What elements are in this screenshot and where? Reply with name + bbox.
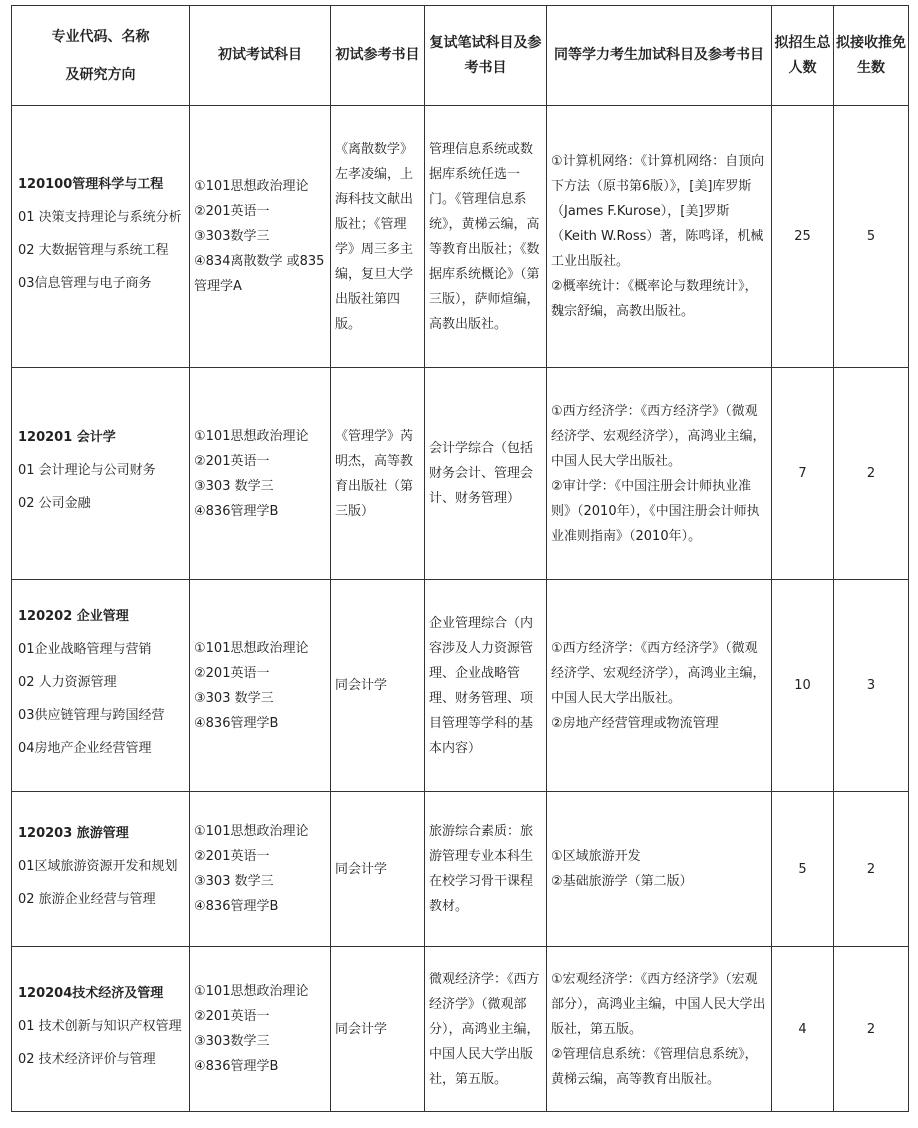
direction: 03供应链管理与跨国经营	[18, 708, 165, 723]
admissions-table	[11, 5, 909, 1112]
exam-subjects-cell	[190, 580, 331, 792]
major-cell	[12, 792, 190, 947]
total-count: 7	[772, 368, 834, 580]
table-row	[12, 792, 909, 947]
header-exempt: 拟接收推免生数	[834, 6, 909, 106]
retest-cell: 微观经济学：《西方经济学》（微观部分），高鸿业主编，中国人民大学出版社，第五版。	[425, 947, 547, 1112]
references-cell: 同会计学	[331, 580, 425, 792]
extra-subject: ②概率统计：《概率论与数理统计》，魏宗舒编，高教出版社。	[551, 279, 758, 319]
direction: 03信息管理与电子商务	[18, 275, 152, 291]
header-extra-subjects: 同等学力考生加试科目及参考书目	[547, 6, 772, 106]
exam-subject: ②201英语一	[194, 204, 270, 219]
extra-subjects-cell	[547, 580, 772, 792]
exam-subject: ①101思想政治理论	[194, 179, 309, 194]
extra-subjects-cell	[547, 368, 772, 580]
exempt-count: 2	[834, 947, 909, 1112]
extra-subjects-cell	[547, 947, 772, 1112]
exam-subject: ③303 数学三	[194, 690, 274, 706]
exam-subject: ②201英语一	[194, 665, 270, 681]
exam-subject: ①101思想政治理论	[194, 984, 309, 999]
direction: 02 人力资源管理	[18, 675, 117, 690]
extra-subject: ①区域旅游开发	[551, 849, 641, 864]
exam-subject: ①101思想政治理论	[194, 824, 309, 839]
extra-subject: ②管理信息系统：《管理信息系统》，黄梯云编，高等教育出版社。	[551, 1046, 758, 1087]
direction: 01 会计理论与公司财务	[18, 463, 156, 478]
exam-subjects-cell	[190, 368, 331, 580]
total-count: 5	[772, 792, 834, 947]
exempt-count: 3	[834, 580, 909, 792]
exam-subject: ①101思想政治理论	[194, 428, 309, 444]
table-row	[12, 106, 909, 368]
references-cell: 《管理学》芮明杰，高等教育出版社（第三版）	[331, 368, 425, 580]
direction: 01区域旅游资源开发和规划	[18, 858, 178, 874]
exempt-count: 2	[834, 792, 909, 947]
retest-cell: 企业管理综合（内容涉及人力资源管理、企业战略管理、财务管理、项目管理等学科的基本内容）	[425, 580, 547, 792]
extra-subjects-cell	[547, 106, 772, 368]
direction: 01企业战略管理与营销	[18, 642, 152, 657]
references-cell: 同会计学	[331, 792, 425, 947]
extra-subject: ②基础旅游学（第二版）	[551, 874, 693, 889]
header-exam-subjects: 初试考试科目	[190, 6, 331, 106]
exam-subject: ③303 数学三	[194, 874, 274, 889]
retest-cell: 旅游综合素质：旅游管理专业本科生在校学习骨干课程教材。	[425, 792, 547, 947]
exam-subject: ③303数学三	[194, 1034, 270, 1049]
exam-subject: ④836管理学B	[194, 899, 279, 914]
direction: 04房地产企业经营管理	[18, 741, 152, 756]
header-major	[12, 6, 190, 106]
table-row	[12, 580, 909, 792]
extra-subject: ①西方经济学：《西方经济学》（微观经济学、宏观经济学），高鸿业主编，中国人民大学出版社。	[551, 403, 766, 469]
exam-subject: ③303 数学三	[194, 478, 274, 494]
extra-subject: ②审计学：《中国注册会计师执业准则》（2010年），《中国注册会计师执业准则指南》（2010年）。	[551, 478, 760, 544]
exam-subjects-cell	[190, 106, 331, 368]
exam-subject: ②201英语一	[194, 1009, 270, 1024]
retest-cell: 会计学综合（包括财务会计、管理会计、财务管理）	[425, 368, 547, 580]
major-code: 120203 旅游管理	[18, 825, 129, 841]
exam-subject: ②201英语一	[194, 453, 270, 469]
retest-cell: 管理信息系统或数据库系统任选一门。《管理信息系统》，黄梯云编，高等教育出版社；《数据库系统概论》（第三版），萨师煊编，高教出版社。	[425, 106, 547, 368]
references-cell: 同会计学	[331, 947, 425, 1112]
exam-subject: ④834离散数学 或835管理学A	[194, 254, 325, 294]
major-code: 120100管理科学与工程	[18, 176, 164, 192]
direction: 02 技术经济评价与管理	[18, 1051, 156, 1067]
header-row	[12, 6, 909, 106]
major-code: 120202 企业管理	[18, 609, 129, 624]
total-count: 25	[772, 106, 834, 368]
exam-subject: ②201英语一	[194, 849, 270, 864]
table-row	[12, 368, 909, 580]
total-count: 4	[772, 947, 834, 1112]
exam-subjects-cell	[190, 947, 331, 1112]
exam-subjects-cell	[190, 792, 331, 947]
extra-subject: ①西方经济学：《西方经济学》（微观经济学、宏观经济学），高鸿业主编，中国人民大学出版社。	[551, 640, 766, 706]
exam-subject: ③303数学三	[194, 229, 270, 244]
extra-subject: ②房地产经营管理或物流管理	[551, 715, 719, 731]
header-retest: 复试笔试科目及参考书目	[425, 6, 547, 106]
exam-subject: ④836管理学B	[194, 503, 279, 519]
direction: 02 大数据管理与系统工程	[18, 242, 169, 258]
extra-subject: ①计算机网络：《计算机网络：自顶向下方法（原书第6版）》，[美]库罗斯（James F.Kurose），[美]罗斯（Keith W.Ross）著，陈鸣译，机械工业出版社。	[551, 154, 765, 269]
major-cell	[12, 368, 190, 580]
exam-subject: ④836管理学B	[194, 1059, 279, 1074]
direction: 01 技术创新与知识产权管理	[18, 1018, 182, 1034]
header-references: 初试参考书目	[331, 6, 425, 106]
references-cell: 《离散数学》左孝凌编，上海科技文献出版社；《管理学》周三多主编，复旦大学出版社第四版。	[331, 106, 425, 368]
exam-subject: ①101思想政治理论	[194, 640, 309, 656]
direction: 01 决策支持理论与系统分析	[18, 209, 182, 225]
exempt-count: 5	[834, 106, 909, 368]
major-cell	[12, 580, 190, 792]
header-major-line2: 及研究方向	[65, 66, 136, 83]
exempt-count: 2	[834, 368, 909, 580]
extra-subjects-cell	[547, 792, 772, 947]
extra-subject: ①宏观经济学：《西方经济学》（宏观部分），高鸿业主编，中国人民大学出版社，第五版。	[551, 971, 766, 1037]
major-code: 120204技术经济及管理	[18, 985, 164, 1001]
major-cell	[12, 947, 190, 1112]
direction: 02 旅游企业经营与管理	[18, 891, 156, 907]
header-total: 拟招生总人数	[772, 6, 834, 106]
major-code: 120201 会计学	[18, 430, 116, 445]
exam-subject: ④836管理学B	[194, 715, 279, 731]
major-cell	[12, 106, 190, 368]
direction: 02 公司金融	[18, 496, 91, 511]
header-major-line1: 专业代码、名称	[51, 28, 150, 45]
total-count: 10	[772, 580, 834, 792]
table-row	[12, 947, 909, 1112]
